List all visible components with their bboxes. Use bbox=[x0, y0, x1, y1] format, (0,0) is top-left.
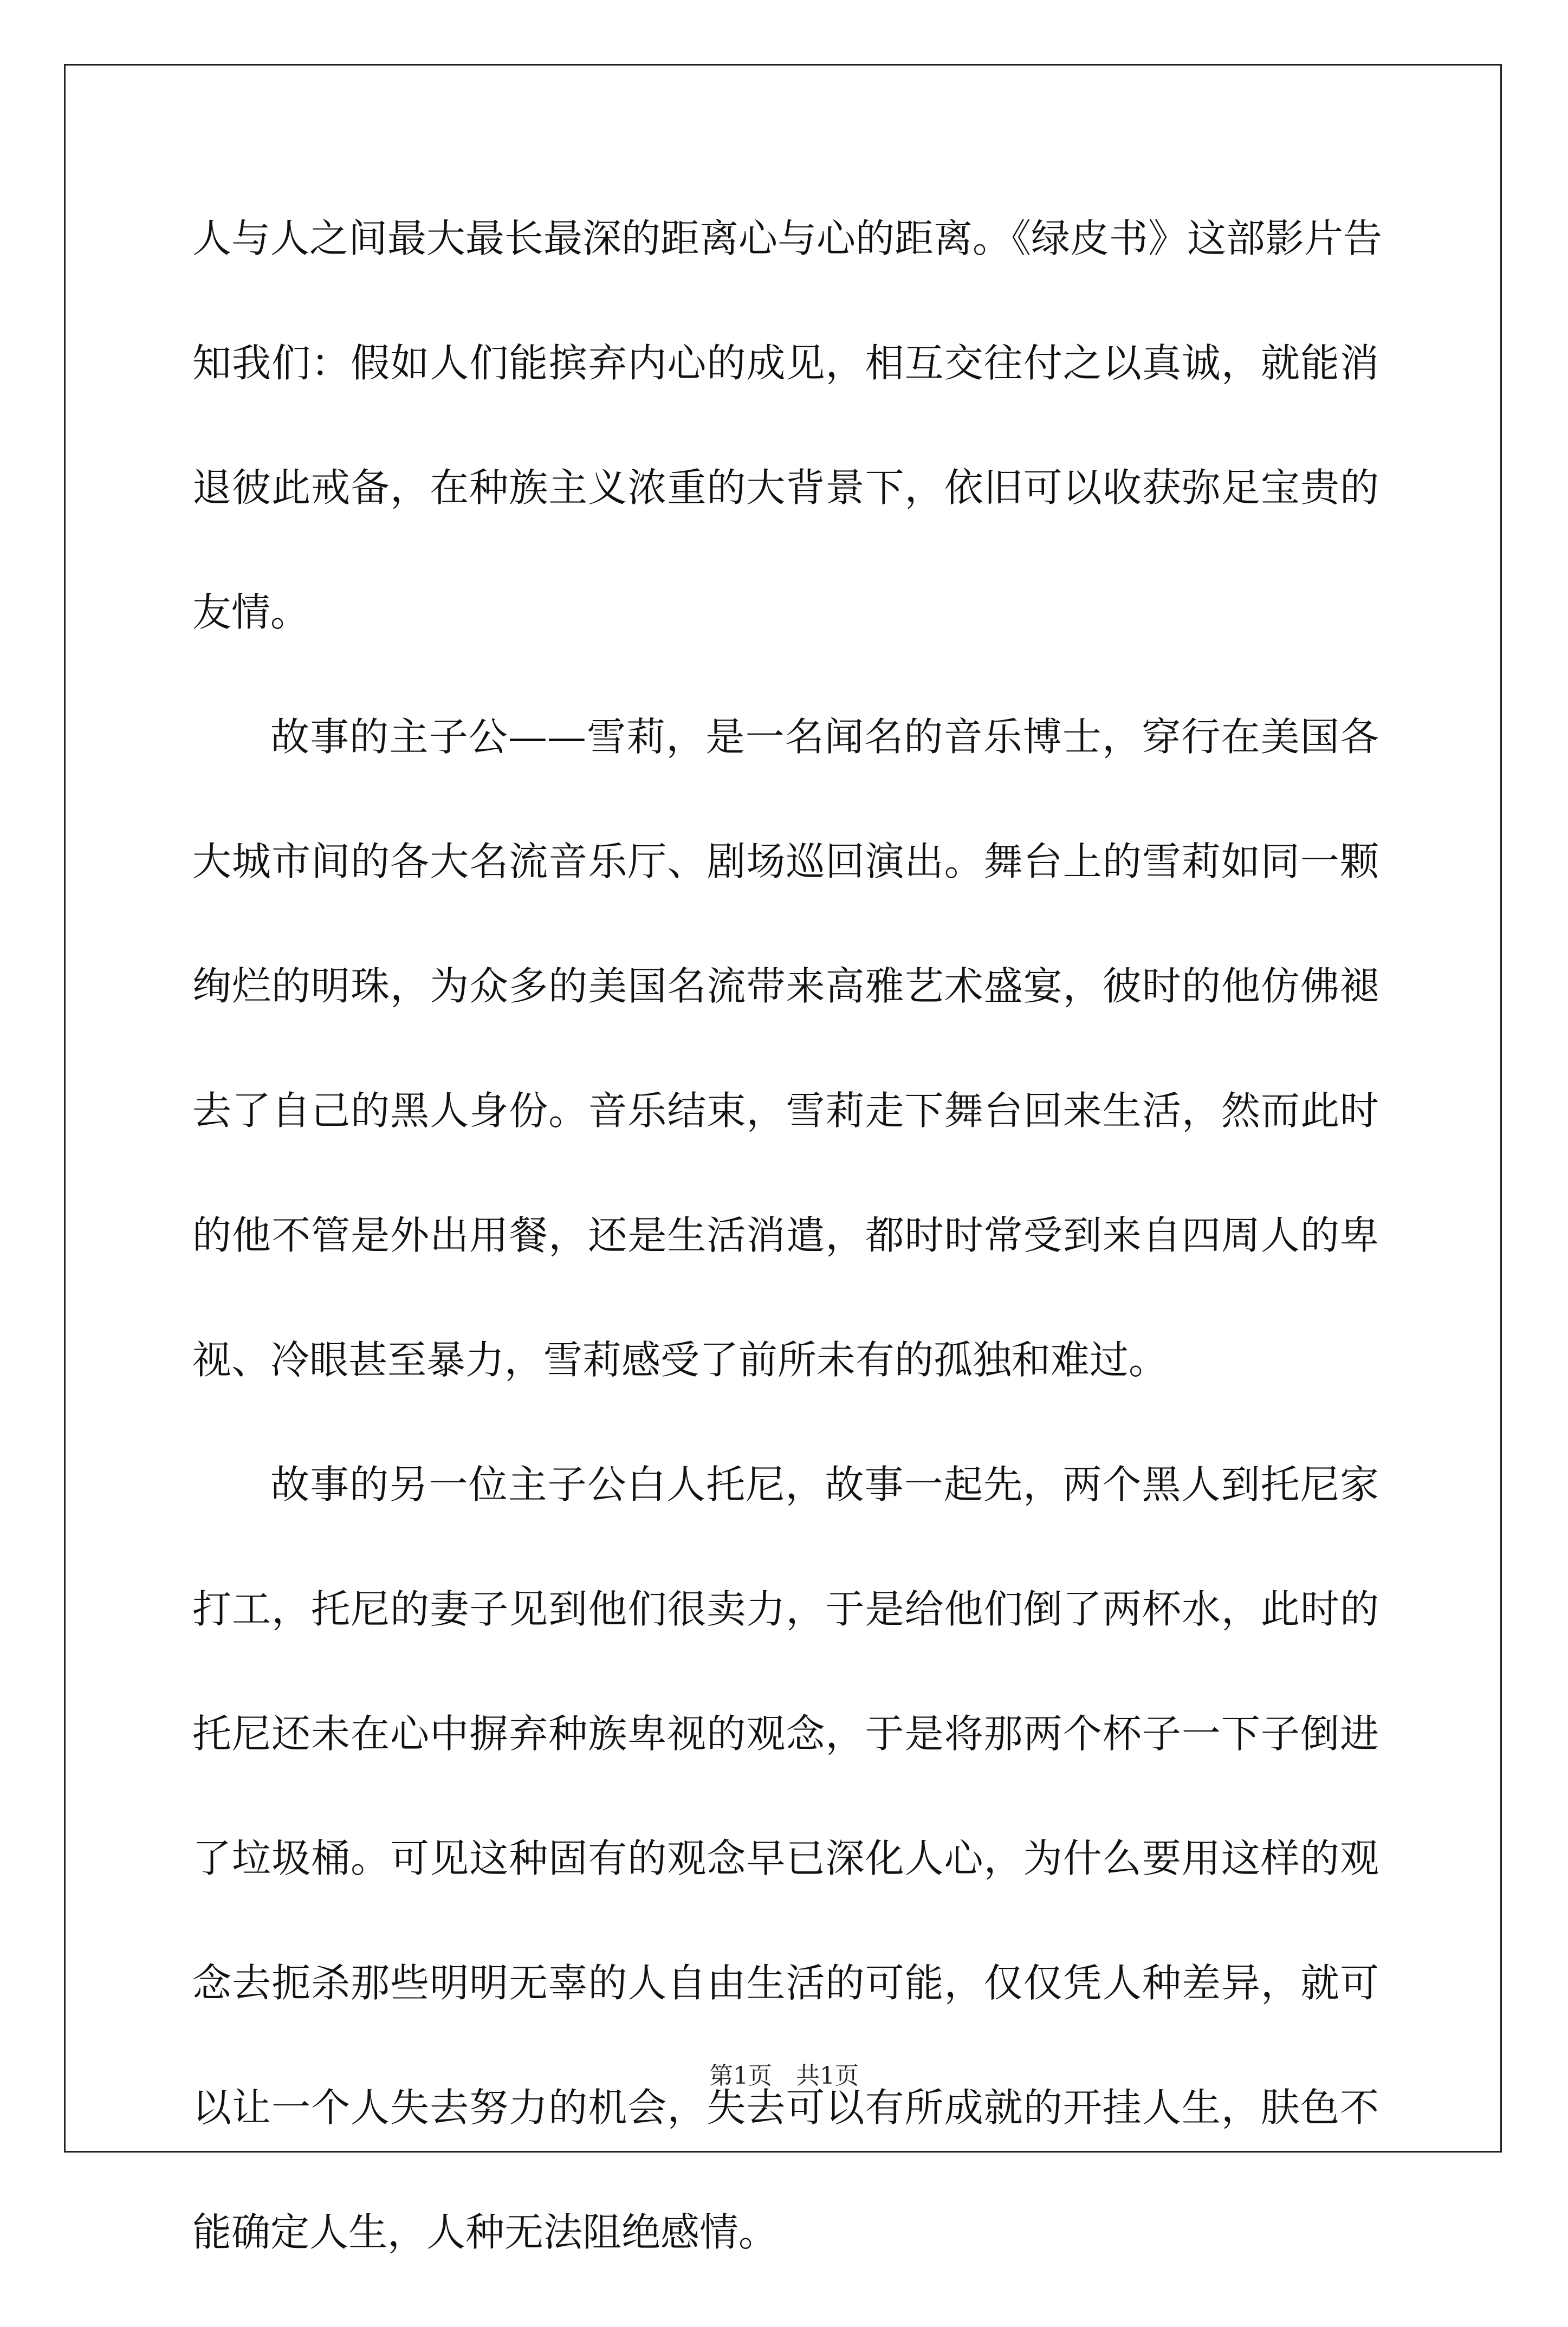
text-line: 打工，托尼的妻子见到他们很卖力，于是给他们倒了两杯水，此时的 bbox=[192, 1586, 1379, 1632]
text-line: 了垃圾桶。可见这种固有的观念早已深化人心，为什么要用这样的观 bbox=[192, 1836, 1379, 1881]
page-number-footer: 第1页 共1页 bbox=[709, 2062, 859, 2090]
text-line: 能确定人生，人种无法阻绝感情。 bbox=[192, 2209, 778, 2255]
text-line: 的他不管是外出用餐，还是生活消遣，都时时常受到来自四周人的卑 bbox=[192, 1213, 1379, 1258]
text-line: 念去扼杀那些明明无辜的人自由生活的可能，仅仅凭人种差异，就可 bbox=[192, 1960, 1379, 2006]
text-line: 以让一个人失去努力的机会，失去可以有所成就的开挂人生，肤色不 bbox=[192, 2085, 1379, 2130]
text-line: 大城市间的各大名流音乐厅、剧场巡回演出。舞台上的雪莉如同一颗 bbox=[192, 839, 1379, 884]
text-line: 退彼此戒备，在种族主义浓重的大背景下，依旧可以收获弥足宝贵的 bbox=[192, 465, 1379, 510]
text-line: 去了自己的黑人身份。音乐结束，雪莉走下舞台回来生活，然而此时 bbox=[192, 1088, 1379, 1133]
text-line: 托尼还未在心中摒弃种族卑视的观念，于是将那两个杯子一下子倒进 bbox=[192, 1711, 1379, 1756]
text-line: 人与人之间最大最长最深的距离心与心的距离。《绿皮书》这部影片告 bbox=[192, 216, 1383, 261]
document-body bbox=[192, 209, 1383, 2327]
text-line: 故事的另一位主子公白人托尼，故事一起先，两个黑人到托尼家 bbox=[270, 1462, 1379, 1507]
text-line: 绚烂的明珠，为众多的美国名流带来高雅艺术盛宴，彼时的他仿佛褪 bbox=[192, 963, 1379, 1009]
text-line: 故事的主子公——雪莉，是一名闻名的音乐博士，穿行在美国各 bbox=[270, 714, 1379, 760]
text-line: 知我们：假如人们能摈弃内心的成见，相互交往付之以真诚，就能消 bbox=[192, 340, 1379, 386]
text-line: 友情。 bbox=[192, 589, 310, 635]
text-line: 视、冷眼甚至暴力，雪莉感受了前所未有的孤独和难过。 bbox=[192, 1337, 1168, 1383]
